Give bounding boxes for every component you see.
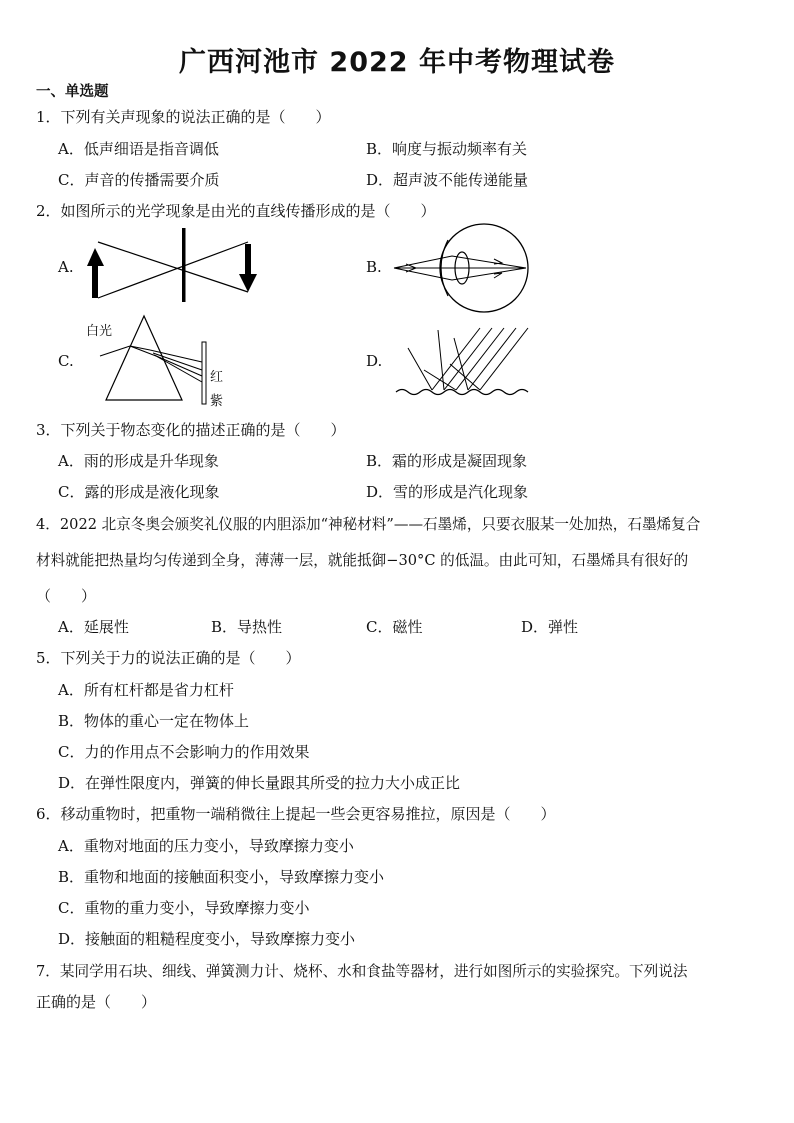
question-3-stem: 3．下列关于物态变化的描述正确的是（ ） [36,421,346,439]
light-ray [153,353,202,370]
question-5-option-a: A．所有杠杆都是省力杠杆 [58,681,234,699]
question-1-option-d: D．超声波不能传递能量 [366,171,529,189]
question-6-option-a: A．重物对地面的压力变小，导致摩擦力变小 [58,837,354,855]
question-3-option-a: A．雨的形成是升华现象 [58,452,219,470]
question-4-option-d: D．弹性 [521,618,579,636]
red-light-ray [150,350,202,362]
light-ray [98,242,248,298]
eye-lens-figure [392,222,542,314]
question-2-stem: 2．如图所示的光学现象是由光的直线传播形成的是（ ） [36,202,436,220]
question-2-option-a: A. [58,258,74,276]
red-label: 红 [210,370,224,385]
prism-dispersion-figure [98,312,218,408]
question-3-option-c: C．露的形成是液化现象 [58,483,220,501]
rough-surface [396,390,528,395]
question-4-stem-line-1: 4．2022 北京冬奥会颁奖礼仪服的内胆添加“神秘材料”——石墨烯，只要衣服某一处加热，石墨烯复合 [36,516,701,533]
incident-parallel-rays [432,328,528,390]
pinhole-camera-figure [84,226,270,306]
question-4-option-a: A．延展性 [58,618,129,636]
page-title: 广西河池市 2022 年中考物理试卷 [179,47,615,78]
diffuse-reflection-figure [394,320,534,400]
inverted-arrow-image [239,244,257,292]
question-3-option-d: D．雪的形成是汽化现象 [366,483,529,501]
question-6-option-d: D．接触面的粗糙程度变小，导致摩擦力变小 [58,930,356,948]
question-7-stem-line-2: 正确的是（ ） [36,993,157,1011]
question-5-stem: 5．下列关于力的说法正确的是（ ） [36,649,301,667]
light-ray [394,256,526,268]
question-5-option-b: B．物体的重心一定在物体上 [58,712,250,730]
white-light-label: 白光 [86,324,113,339]
question-4-stem-line-2: 材料就能把热量均匀传递到全身，薄薄一层，就能抵御−30°C 的低温。由此可知，石墨烯具有很好的 [36,552,689,569]
light-ray [98,242,248,292]
question-4-stem-line-3: （ ） [36,587,97,605]
light-ray [394,268,526,280]
question-5-option-c: C．力的作用点不会影响力的作用效果 [58,743,310,761]
question-2-option-c: C. [58,352,74,370]
question-2-option-d: D. [366,352,383,370]
arrow-icon [494,273,502,278]
question-1-option-a: A．低声细语是指音调低 [58,140,219,158]
question-4-option-c: C．磁性 [366,618,423,636]
section-heading: 一、单选题 [36,84,109,100]
light-screen [202,342,206,404]
reflected-scattered-rays [408,330,480,390]
question-5-option-d: D．在弹性限度内，弹簧的伸长量跟其所受的拉力大小成正比 [58,774,461,792]
purple-label: 紫 [210,394,224,409]
question-3-option-b: B．霜的形成是凝固现象 [366,452,528,470]
question-4-option-b: B．导热性 [211,618,283,636]
question-6-option-c: C．重物的重力变小，导致摩擦力变小 [58,899,310,917]
question-1-option-b: B．响度与振动频率有关 [366,140,528,158]
question-1-stem: 1．下列有关声现象的说法正确的是（ ） [36,108,331,126]
question-6-stem: 6．移动重物时，把重物一端稍微往上提起一些会更容易推拉，原因是（ ） [36,805,556,823]
light-ray [154,355,202,376]
incident-white-light [100,346,130,356]
refracted-ray [130,346,156,356]
question-1-option-c: C．声音的传播需要介质 [58,171,220,189]
question-6-option-b: B．重物和地面的接触面积变小，导致摩擦力变小 [58,868,385,886]
question-2-option-b: B. [366,258,382,276]
prism [106,316,182,400]
upright-arrow-object [87,248,104,298]
question-7-stem-line-1: 7．某同学用石块、细线、弹簧测力计、烧杯、水和食盐等器材，进行如图所示的实验探究。下列说法 [36,963,688,980]
